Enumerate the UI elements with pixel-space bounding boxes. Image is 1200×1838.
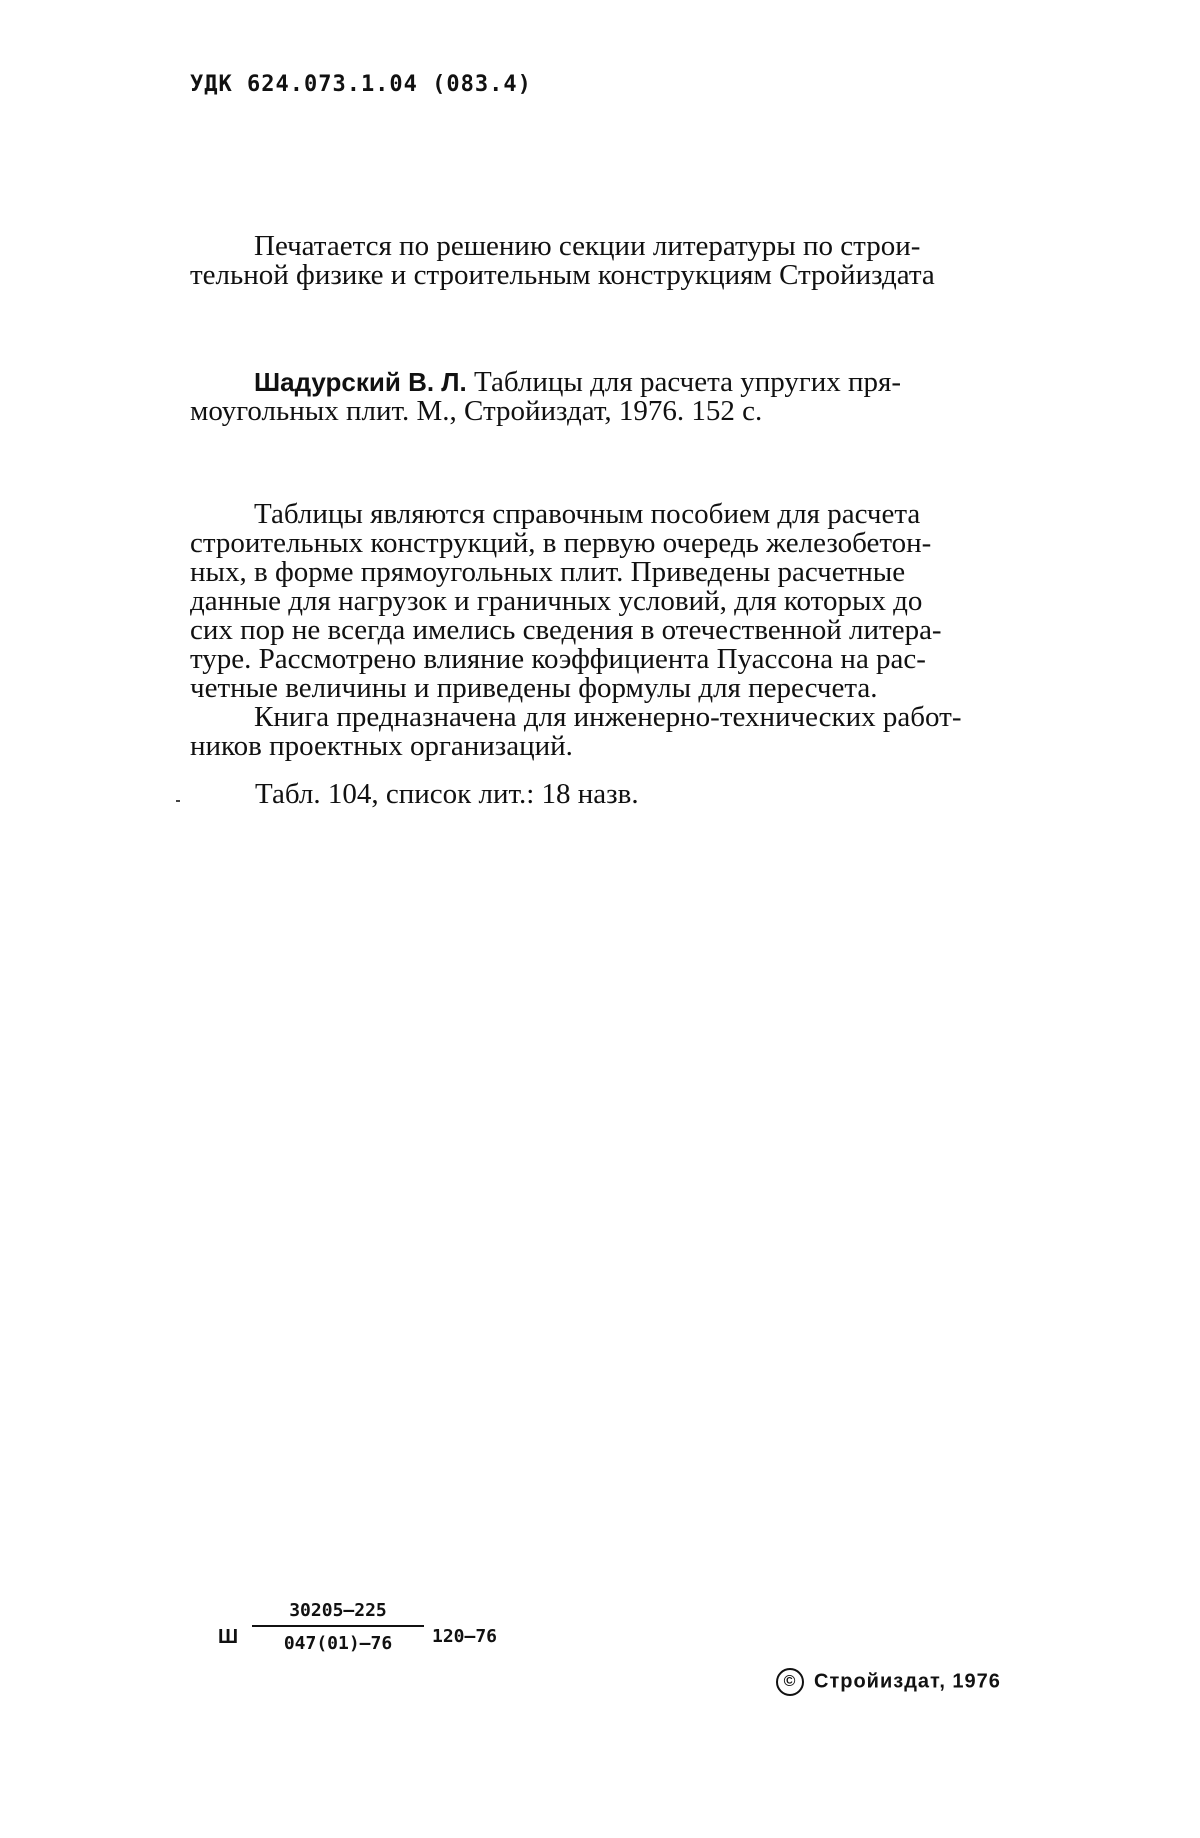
- tables-references-count: Табл. 104, список лит.: 18 назв.: [255, 778, 639, 810]
- annotation-line: Книга предназначена для инженерно-технических работ-: [254, 701, 962, 733]
- index-letter: Ш: [218, 1626, 239, 1648]
- index-numerator: 30205—225: [289, 1600, 387, 1621]
- index-fraction: [248, 1600, 428, 1654]
- annotation-line: туре. Рассмотрено влияние коэффициента Пуассона на рас-: [190, 643, 926, 675]
- stray-mark: [176, 800, 180, 802]
- copyright-line: [776, 1668, 1001, 1696]
- index-suffix: 120—76: [432, 1626, 498, 1647]
- index-denominator: 047(01)—76: [283, 1633, 393, 1654]
- citation-line: [190, 368, 996, 397]
- author-name: Шадурский В. Л.: [254, 367, 467, 397]
- publication-decision-line: Печатается по решению секции литературы по строи-: [254, 230, 921, 262]
- udk-code: УДК 624.073.1.04 (083.4): [190, 72, 532, 97]
- citation-line: моугольных плит. М., Стройиздат, 1976. 152 с.: [190, 395, 763, 427]
- book-title: Таблицы для расчета упругих пря-: [466, 366, 902, 398]
- annotation-line: ных, в форме прямоугольных плит. Приведены расчетные: [190, 556, 906, 588]
- annotation-line: сих пор не всегда имелись сведения в отечественной литера-: [190, 614, 942, 646]
- annotation: [190, 500, 996, 761]
- annotation-line: четные величины и приведены формулы для пересчета.: [190, 672, 878, 704]
- annotation-line: строительных конструкций, в первую очередь железобетон-: [190, 527, 932, 559]
- bibliographic-citation: [190, 368, 996, 426]
- annotation-line: данные для нагрузок и граничных условий, для которых до: [190, 585, 923, 617]
- copyright-text: Стройиздат, 1976: [814, 1670, 1001, 1693]
- annotation-line: Таблицы являются справочным пособием для расчета: [254, 498, 921, 530]
- publisher-index: [218, 1600, 578, 1680]
- publication-decision-line: тельной физике и строительным конструкциям Стройиздата: [190, 259, 935, 291]
- copyright-icon: ©: [776, 1668, 804, 1696]
- annotation-line: ников проектных организаций.: [190, 730, 573, 762]
- publication-decision: [190, 232, 996, 290]
